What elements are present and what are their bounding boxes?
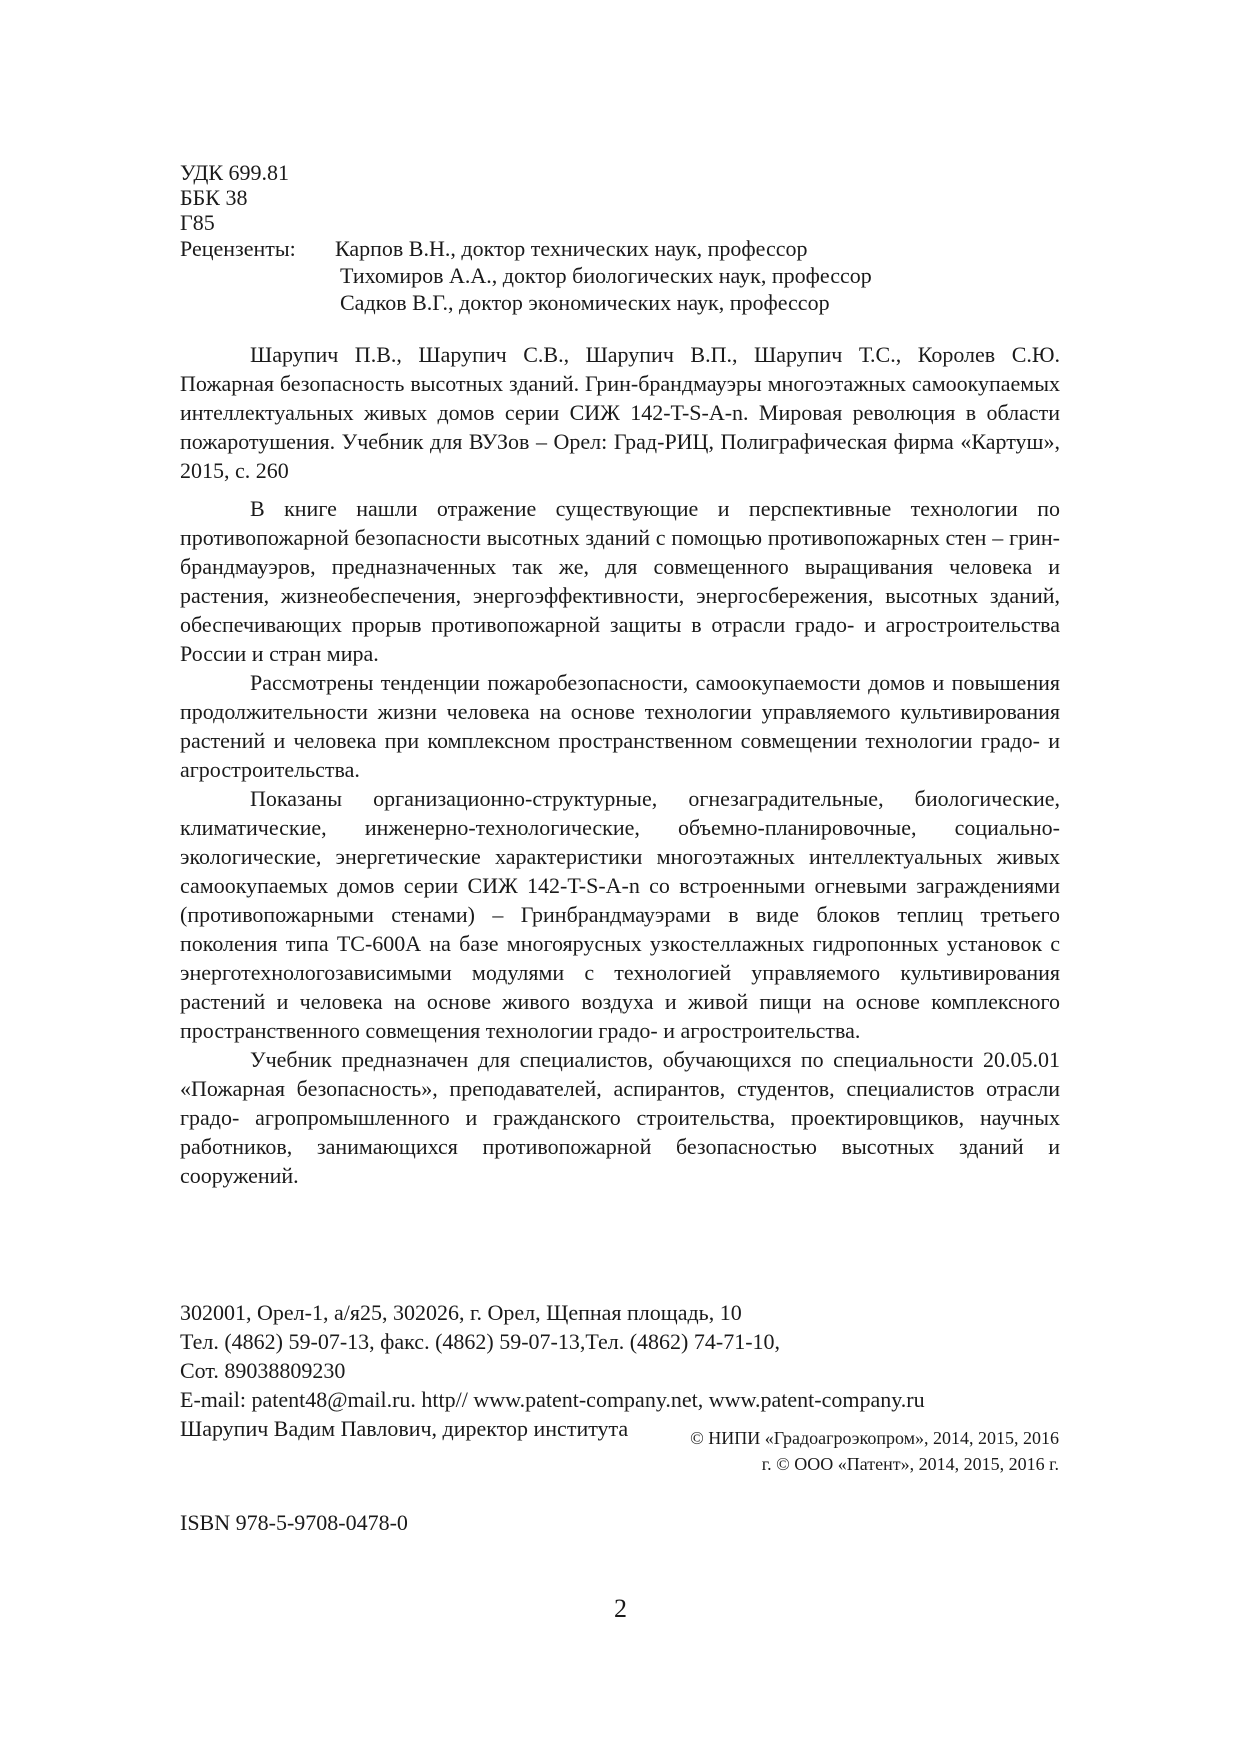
annotation-paragraph-1: В книге нашли отражение существующие и перспективные технологии по противопожарной безопасности высотных зданий с помощью противопожарных стен – грин-брандмауэров, предназначенных так же, для совмещенного выращивания человека и растения, жизнеобеспечения, энергоэффективности, энергосбережения, высотных зданий, обеспечивающих прорыв противопожарной защиты в отрасли градо- и агростроительства России и стран мира. <box>180 496 1060 666</box>
reviewer-2: Тихомиров А.А., доктор биологических наук, профессор <box>340 263 872 288</box>
annotation-paragraph-4: Учебник предназначен для специалистов, обучающихся по специальности 20.05.01 «Пожарная безопасность», преподавателей, аспирантов, студентов, специалистов отрасли градо- агропромышленного и гражданского строительства, проектировщиков, научных работников, занимающихся противопожарной безопасностью высотных зданий и сооружений. <box>180 1047 1060 1188</box>
citation-text: Шарупич П.В., Шарупич С.В., Шарупич В.П., Шарупич Т.С., Королев С.Ю. Пожарная безопасность высотных зданий. Грин-брандмауэры многоэтажных самоокупаемых интеллектуальных живых домов серии СИЖ 142-T-S-A-n. Мировая революция в области пожаротушения. Учебник для ВУЗов – Орел: Град-РИЦ, Полиграфическая фирма «Картуш», 2015, с. 260 <box>180 342 1060 483</box>
phones: Тел. (4862) 59-07-13, факс. (4862) 59-07-13,Тел. (4862) 74-71-10, <box>180 1329 781 1354</box>
udk-code: УДК 699.81 <box>180 160 290 185</box>
director: Шарупич Вадим Павлович, директор института <box>180 1416 629 1441</box>
annotation-paragraph-2: Рассмотрены тенденции пожаробезопасности, самоокупаемости домов и повышения продолжительности жизни человека на основе технологии управляемого культивирования растений и человека при комплексном пространственном совмещении технологии градо- и агростроительства. <box>180 670 1060 782</box>
author-code: Г85 <box>180 210 215 235</box>
reviewers-label: Рецензенты: <box>180 236 296 261</box>
reviewer-1: Карпов В.Н., доктор технических наук, профессор <box>335 236 808 261</box>
contacts-block <box>180 1298 925 1443</box>
email-websites: E-mail: patent48@mail.ru. http// www.patent-company.net, www.patent-company.ru <box>180 1387 925 1412</box>
address: 302001, Орел-1, а/я25, 302026, г. Орел, Щепная площадь, 10 <box>180 1300 742 1325</box>
copyright-line-1: © НИПИ «Градоагроэкопром», 2014, 2015, 2016 <box>690 1428 1059 1448</box>
page-number: 2 <box>614 1594 627 1623</box>
annotation <box>180 494 1060 1190</box>
reviewer-3: Садков В.Г., доктор экономических наук, профессор <box>340 290 830 315</box>
copyright-line-2: г. © ООО «Патент», 2014, 2015, 2016 г. <box>761 1454 1059 1474</box>
mobile-phone: Сот. 89038809230 <box>180 1358 346 1383</box>
bbk-code: ББК 38 <box>180 185 248 210</box>
annotation-paragraph-3: Показаны организационно-структурные, огнезаградительные, биологические, климатические, инженерно-технологические, объемно-планировочные, социально-экологические, энергетические характеристики многоэтажных интеллектуальных живых самоокупаемых домов серии СИЖ 142-T-S-A-n со встроенными огневыми заграждениями (противопожарными стенами) – Гринбрандмауэрами в виде блоков теплиц третьего поколения типа ТС-600А на базе многоярусных узкостеллажных гидропонных установок с энерготехнологозависимыми модулями с технологией управляемого культивирования растений и человека на основе живого воздуха и живой пищи на основе комплексного пространственного совмещения технологии градо- и агростроительства. <box>180 786 1060 1043</box>
bibliographic-citation <box>180 340 1060 485</box>
isbn: ISBN 978-5-9708-0478-0 <box>180 1510 408 1535</box>
